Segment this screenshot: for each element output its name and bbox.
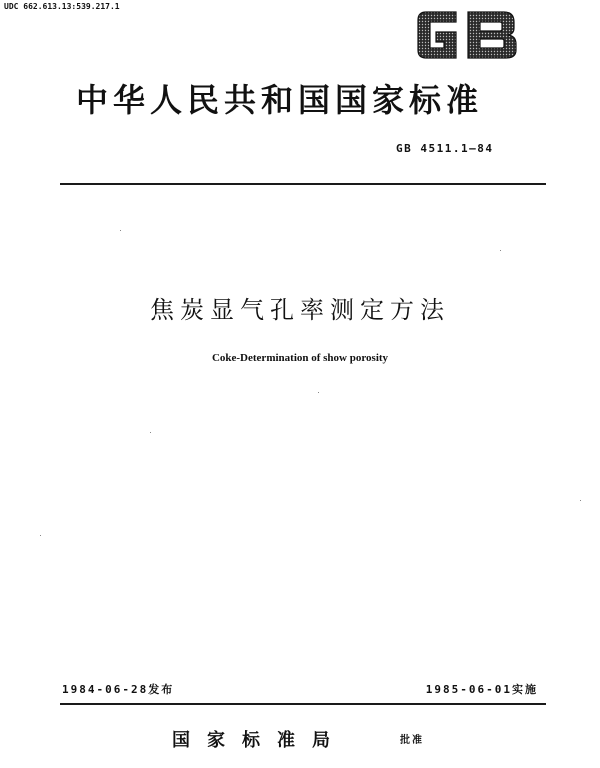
- scan-speck: [150, 432, 151, 433]
- standard-number: GB 4511.1—84: [396, 142, 494, 155]
- issuing-authority: 国家标准局: [172, 730, 347, 751]
- scan-speck: [40, 535, 41, 536]
- scan-speck: [580, 500, 581, 501]
- gb-logo: [412, 2, 522, 68]
- national-standard-title: 中华人民共和国国家标准: [76, 81, 484, 119]
- scan-speck: [500, 250, 501, 251]
- top-divider: [60, 183, 546, 185]
- effective-date: 1985-06-01实施: [425, 683, 538, 696]
- scan-speck: [120, 230, 121, 231]
- udc-classification: UDC 662.613.13:539.217.1: [4, 2, 120, 11]
- scan-speck: [318, 392, 319, 393]
- approval-label: 批准: [400, 735, 424, 746]
- issue-date: 1984-06-28发布: [62, 683, 175, 696]
- bottom-divider: [60, 703, 546, 705]
- document-title-chinese: 焦炭显气孔率测定方法: [150, 296, 450, 324]
- gb-logo-icon: [412, 2, 522, 68]
- document-title-english: Coke-Determination of show porosity: [211, 352, 389, 364]
